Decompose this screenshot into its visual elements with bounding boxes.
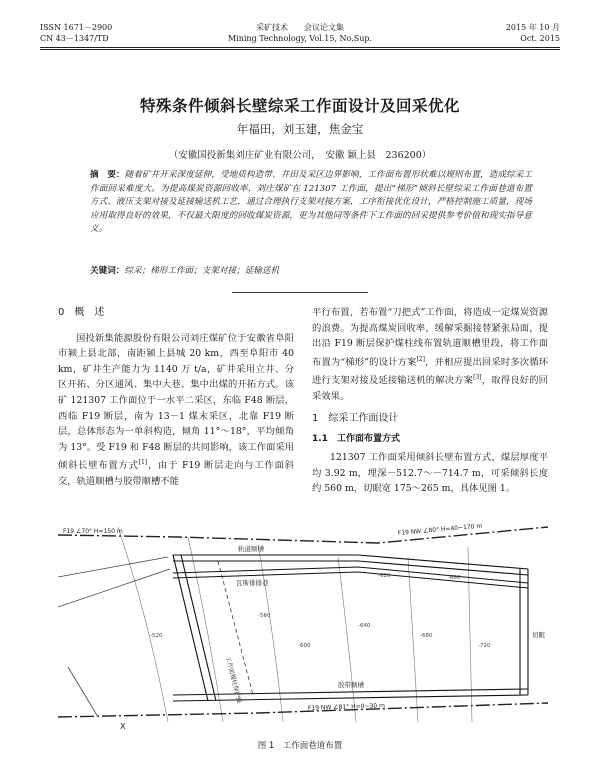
section-0-title: 0 概 述 bbox=[58, 307, 105, 318]
subsection-1-1-title: 1.1 工作面布置方式 bbox=[312, 434, 400, 445]
contour-label: -680 bbox=[420, 633, 433, 639]
journal-date-block bbox=[506, 22, 560, 44]
label-fault-f19-bottom: F19 NW ∠81° H=0~30 m bbox=[307, 702, 386, 712]
contour-label: -600 bbox=[298, 643, 311, 649]
contour-label: -680 bbox=[448, 575, 461, 581]
left-structure-line bbox=[58, 557, 168, 577]
left-structure-line bbox=[68, 667, 98, 717]
keywords-text: 综采；梯形工作面；支架对接；延输送机 bbox=[124, 266, 280, 276]
cn-number: CN 43－1347/TD bbox=[40, 34, 109, 43]
contour-label: -620 bbox=[378, 573, 391, 579]
label-fault-f19-top: F19 NW ∠80° H=40~170 m bbox=[397, 522, 483, 537]
contour-line bbox=[258, 545, 283, 722]
issn: ISSN 1671－2900 bbox=[40, 23, 113, 32]
label-open-cut: 切眼 bbox=[532, 631, 545, 639]
label-fault-left: F19 ∠70° H=150 m bbox=[63, 528, 123, 535]
paragraph-overview-cont: 平行布置，若布置“刀把式”工作面，将造成一定煤炭资源的浪费。为提高煤炭回收率，缓解采掘接替紧张局面，提出沿 F19 断层保护煤柱线布置轨道顺槽里段，将工作面布置为“梯形”的设计方案[2]，并相应提出回采时多次循环进行支架对接及延接输送机的解决方案[3]，取得良好的回采效果。 bbox=[312, 307, 548, 403]
journal-name-cn: 采矿技术 会议论文集 bbox=[256, 23, 344, 32]
date-cn: 2015 年 10 月 bbox=[505, 23, 560, 32]
paper-title: 特殊条件倾斜长壁综采工作面设计及回采优化 bbox=[139, 97, 460, 115]
abstract-label: 摘 要： bbox=[90, 170, 125, 180]
header-rule-thin bbox=[40, 49, 560, 50]
paragraph-overview: 国投新集能源股份有限公司刘庄煤矿位于安徽省阜阳市颍上县北部，南距颍上县城 20 km，西至阜阳市 40 km，矿井生产能力为 1140 万 t/a，矿井采用立井、分区开拓、分区通风、集中大巷、集中出煤的开拓方式。该矿 121307 工作面位于一水平二采区，东临 F48 断层，西临 F19 断层，南为 13－1 煤末采区，北靠 F19 断层，总体形态为一单斜构造，倾角 11°～18°，平均倾角为 13°。受 F19 和 F48 断层的共同影响，该工作面采用倾斜长壁布置方式[1]，由于 F19 断层走向与工作面斜交，轨道顺槽与胶带顺槽不能 bbox=[58, 332, 294, 488]
contour-line bbox=[338, 557, 356, 722]
abstract bbox=[90, 169, 532, 237]
label-protect-line: 工作面煤柱保护线 bbox=[224, 655, 243, 705]
abstract-divider bbox=[232, 292, 368, 293]
header-rule bbox=[40, 47, 560, 48]
citation-2[interactable]: [2] bbox=[416, 355, 425, 363]
figure-1 bbox=[58, 517, 548, 729]
belt-roadway-line-a bbox=[173, 689, 528, 695]
track-roadway-line-b bbox=[173, 561, 528, 575]
journal-name-en: Mining Technology, Vol.15, No.Sup. bbox=[227, 34, 373, 43]
contour-line bbox=[118, 527, 168, 722]
right-column bbox=[312, 305, 548, 497]
paragraph-layout: 121307 工作面采用倾斜长壁布置方式，煤层厚度平均 3.92 m，埋深－512.7～－714.7 m，可采倾斜长度约 560 m，切眼宽 175～265 m，具体见图 1。 bbox=[312, 451, 548, 495]
gas-roadway-line-a bbox=[173, 567, 528, 583]
keywords-label: 关键词： bbox=[90, 266, 125, 276]
left-column bbox=[58, 305, 294, 490]
figure-1-caption: 图 1 工作面巷道布置 bbox=[257, 741, 343, 751]
contour-label: -560 bbox=[258, 613, 271, 619]
roadway-layout-diagram bbox=[58, 517, 548, 729]
contour-label: -640 bbox=[358, 623, 371, 629]
keywords bbox=[90, 265, 532, 278]
belt-roadway-line-b bbox=[173, 695, 528, 701]
label-belt-roadway: 胶带顺槽 bbox=[338, 681, 364, 689]
paper-authors: 年福田，刘玉建，焦金宝 bbox=[236, 122, 364, 136]
label-gas-roadway: 瓦斯排排巷 bbox=[236, 579, 269, 587]
date-en: Oct. 2015 bbox=[520, 34, 560, 43]
contour-label: -520 bbox=[150, 633, 163, 639]
citation-3[interactable]: [3] bbox=[473, 374, 482, 382]
gas-roadway-line-b bbox=[173, 572, 528, 588]
left-structure-line bbox=[58, 569, 170, 607]
fault-f19-bottom bbox=[58, 703, 548, 717]
label-track-roadway: 轨道顺槽 bbox=[238, 545, 264, 553]
label-marker-x: X bbox=[120, 722, 126, 729]
abstract-text: 随着矿井开采深度延伸，受地质构造带、井田及采区边界影响，工作面布置形状难以规则布置，造成综采工作面回采难度大。为提高煤炭资源回收率，刘庄煤矿在 121307 工作面，提出“梯形”倾斜长壁综采工作面巷道布置方式、液压支架对接及延接输送机工艺，通过合理执行支架对接方案，工序衔接优化设计，严格控制施工质量，现场应用取得良好的效果，不仅最大限度的回收煤炭资源，更为其他同等条件下工作面的回采提供参考价值和现实指导意义。 bbox=[90, 170, 532, 235]
contour-label: -720 bbox=[478, 643, 491, 649]
paper-affiliation: （安徽国投新集刘庄矿业有限公司， 安徽 颖上县 236200） bbox=[168, 150, 432, 161]
citation-1[interactable]: [1] bbox=[138, 459, 148, 467]
belt-roadway bbox=[173, 689, 528, 701]
section-1-title: 1 综采工作面设计 bbox=[312, 412, 399, 424]
